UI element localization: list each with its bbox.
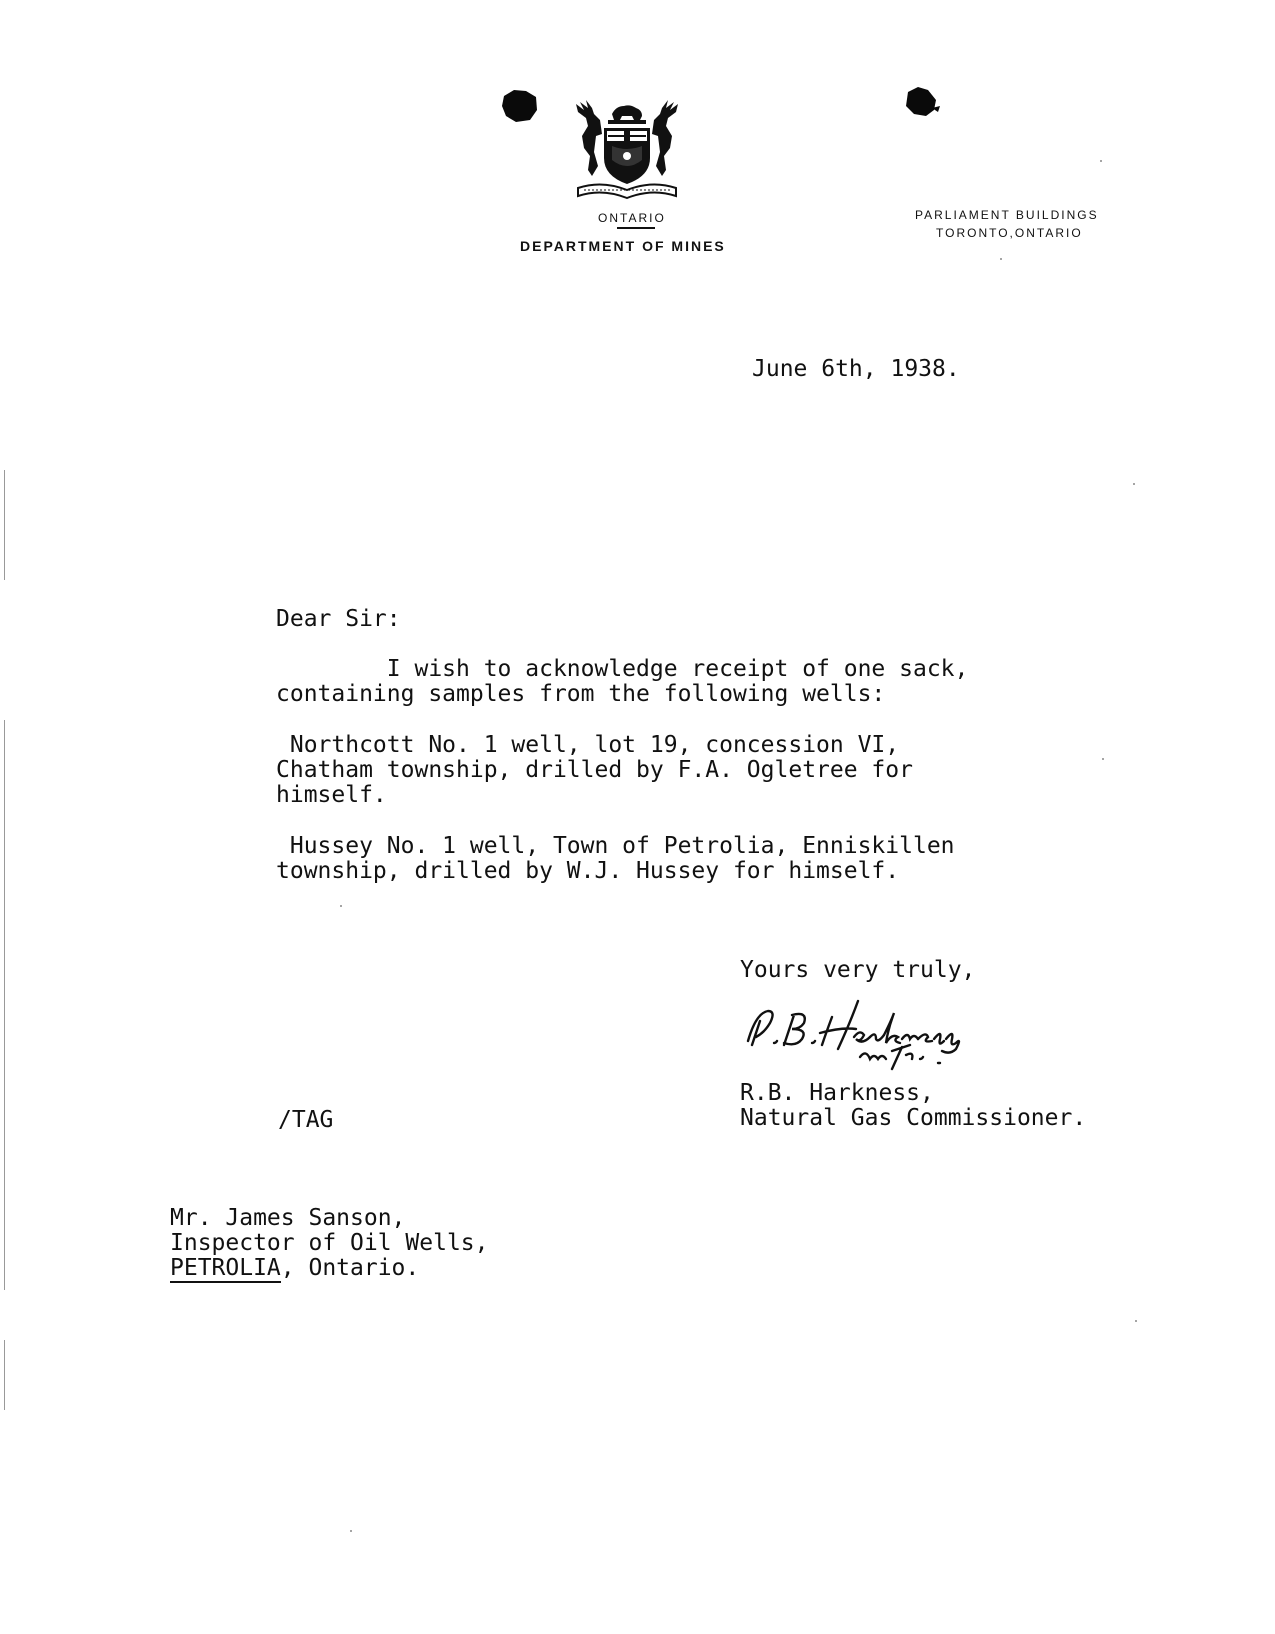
salutation: Dear Sir: — [276, 606, 401, 632]
letterhead-department: DEPARTMENT OF MINES — [520, 238, 726, 254]
body-paragraph-3: Hussey No. 1 well, Town of Petrolia, Enniskillen township, drilled by W.J. Hussey for himself. — [276, 833, 955, 884]
scan-edge-mark — [4, 1340, 5, 1410]
recipient-name: Mr. James Sanson, — [170, 1205, 406, 1231]
letterhead-province: ONTARIO — [598, 211, 666, 225]
scan-speck — [1100, 160, 1102, 162]
signer-name: R.B. Harkness, — [740, 1080, 934, 1106]
scan-edge-mark — [4, 470, 5, 580]
typist-initials: /TAG — [278, 1107, 334, 1133]
recipient-location — [170, 1256, 419, 1281]
scan-speck — [350, 1530, 352, 1532]
scan-speck — [340, 905, 342, 907]
signer-title: Natural Gas Commissioner. — [740, 1105, 1087, 1131]
ontario-coat-of-arms-icon — [572, 100, 682, 205]
letterhead-address-line1: PARLIAMENT BUILDINGS — [915, 208, 1099, 222]
scan-speck — [1135, 1320, 1137, 1322]
complimentary-closing: Yours very truly, — [740, 957, 976, 983]
scan-speck — [1102, 758, 1104, 760]
ink-blot-left — [500, 88, 540, 124]
letter-date: June 6th, 1938. — [752, 356, 960, 382]
recipient-city: PETROLIA — [170, 1255, 281, 1281]
ink-blot-right — [902, 86, 942, 120]
letterhead-divider — [617, 227, 655, 229]
recipient-title: Inspector of Oil Wells, — [170, 1230, 489, 1256]
scan-speck — [1000, 258, 1002, 260]
recipient-province: , Ontario. — [280, 1255, 420, 1281]
scan-edge-mark — [4, 720, 5, 1290]
scan-speck — [1133, 483, 1135, 485]
body-paragraph-1: I wish to acknowledge receipt of one sack, containing samples from the following wells: — [276, 656, 969, 707]
letterhead-address-line2: TORONTO,ONTARIO — [936, 226, 1083, 240]
body-paragraph-2: Northcott No. 1 well, lot 19, concession VI, Chatham township, drilled by F.A. Ogletree for himself. — [276, 732, 913, 808]
handwritten-signature — [742, 993, 1022, 1083]
